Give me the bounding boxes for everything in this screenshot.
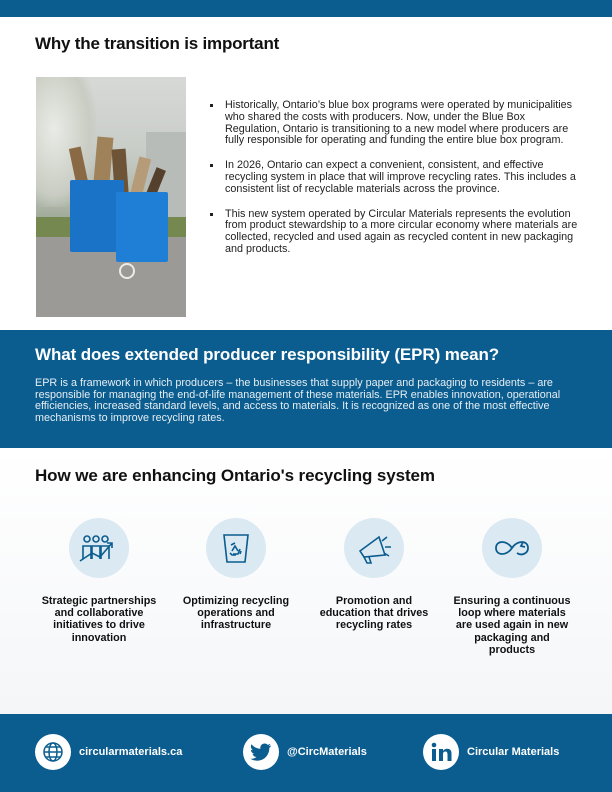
bullet-icon [210, 213, 213, 216]
bullet-icon [210, 164, 213, 167]
footer-website[interactable] [35, 734, 182, 770]
linkedin-icon [423, 734, 459, 770]
partnership-icon [69, 518, 129, 578]
bullet-item [208, 209, 580, 256]
epr-section [0, 330, 612, 448]
bullet-text: Historically, Ontario’s blue box programs were operated by municipalities who shared the costs with producers. Now, under the Blue Box Regulation, Ontario is transitioning to a new model where producers are fully responsible for operating and funding the entire blue box program. [225, 99, 573, 147]
bullet-text: This new system operated by Circular Materials represents the evolution from product stewardship to a more circular economy where materials are collected, recycled and used again as recycled content in new packaging and products. [225, 207, 578, 255]
bullet-text: In 2026, Ontario can expect a convenient, consistent, and effective recycling system in place that will improve recycling rates. This includes a consistent list of recyclable materials across the province. [225, 159, 576, 195]
footer-twitter[interactable] [243, 734, 367, 770]
linkedin-name[interactable]: Circular Materials [467, 746, 560, 758]
epr-title: What does extended producer responsibility (EPR) mean? [35, 345, 500, 364]
footer [0, 714, 612, 792]
pillar-label: Ensuring a continuous loop where materials are used again in new packaging and products [453, 595, 571, 656]
bullet-icon [210, 104, 213, 107]
section-title-transition: Why the transition is important [35, 34, 280, 53]
pillar-label: Strategic partnerships and collaborative initiatives to drive innovation [41, 595, 157, 644]
epr-text: EPR is a framework in which producers – the businesses that supply paper and packaging to residents – are responsible for managing the end-of-life management of these materials. EPR enables innovation, operational efficiencies, increased standard levels, and access to materials. It is recognized as one of the most effective mechanisms to improve recycling rates. [35, 377, 561, 424]
footer-linkedin[interactable] [423, 734, 559, 770]
transition-bullet-list [208, 100, 580, 269]
pillar-label: Optimizing recycling operations and infrastructure [182, 595, 290, 632]
twitter-handle[interactable]: @CircMaterials [287, 746, 367, 758]
recycling-bins-photo [36, 77, 186, 317]
infinity-loop-icon [482, 518, 542, 578]
bullet-item [208, 160, 580, 195]
website-link[interactable]: circularmaterials.ca [79, 746, 183, 758]
section-title-enhancing: How we are enhancing Ontario's recycling system [35, 466, 435, 485]
megaphone-icon [344, 518, 404, 578]
bullet-item [208, 100, 580, 147]
twitter-icon [243, 734, 279, 770]
enhancing-section [0, 448, 612, 714]
recycling-bin-icon [206, 518, 266, 578]
top-bar [0, 0, 612, 17]
globe-icon [35, 734, 71, 770]
pillar-label: Promotion and education that drives recycling rates [319, 595, 429, 632]
